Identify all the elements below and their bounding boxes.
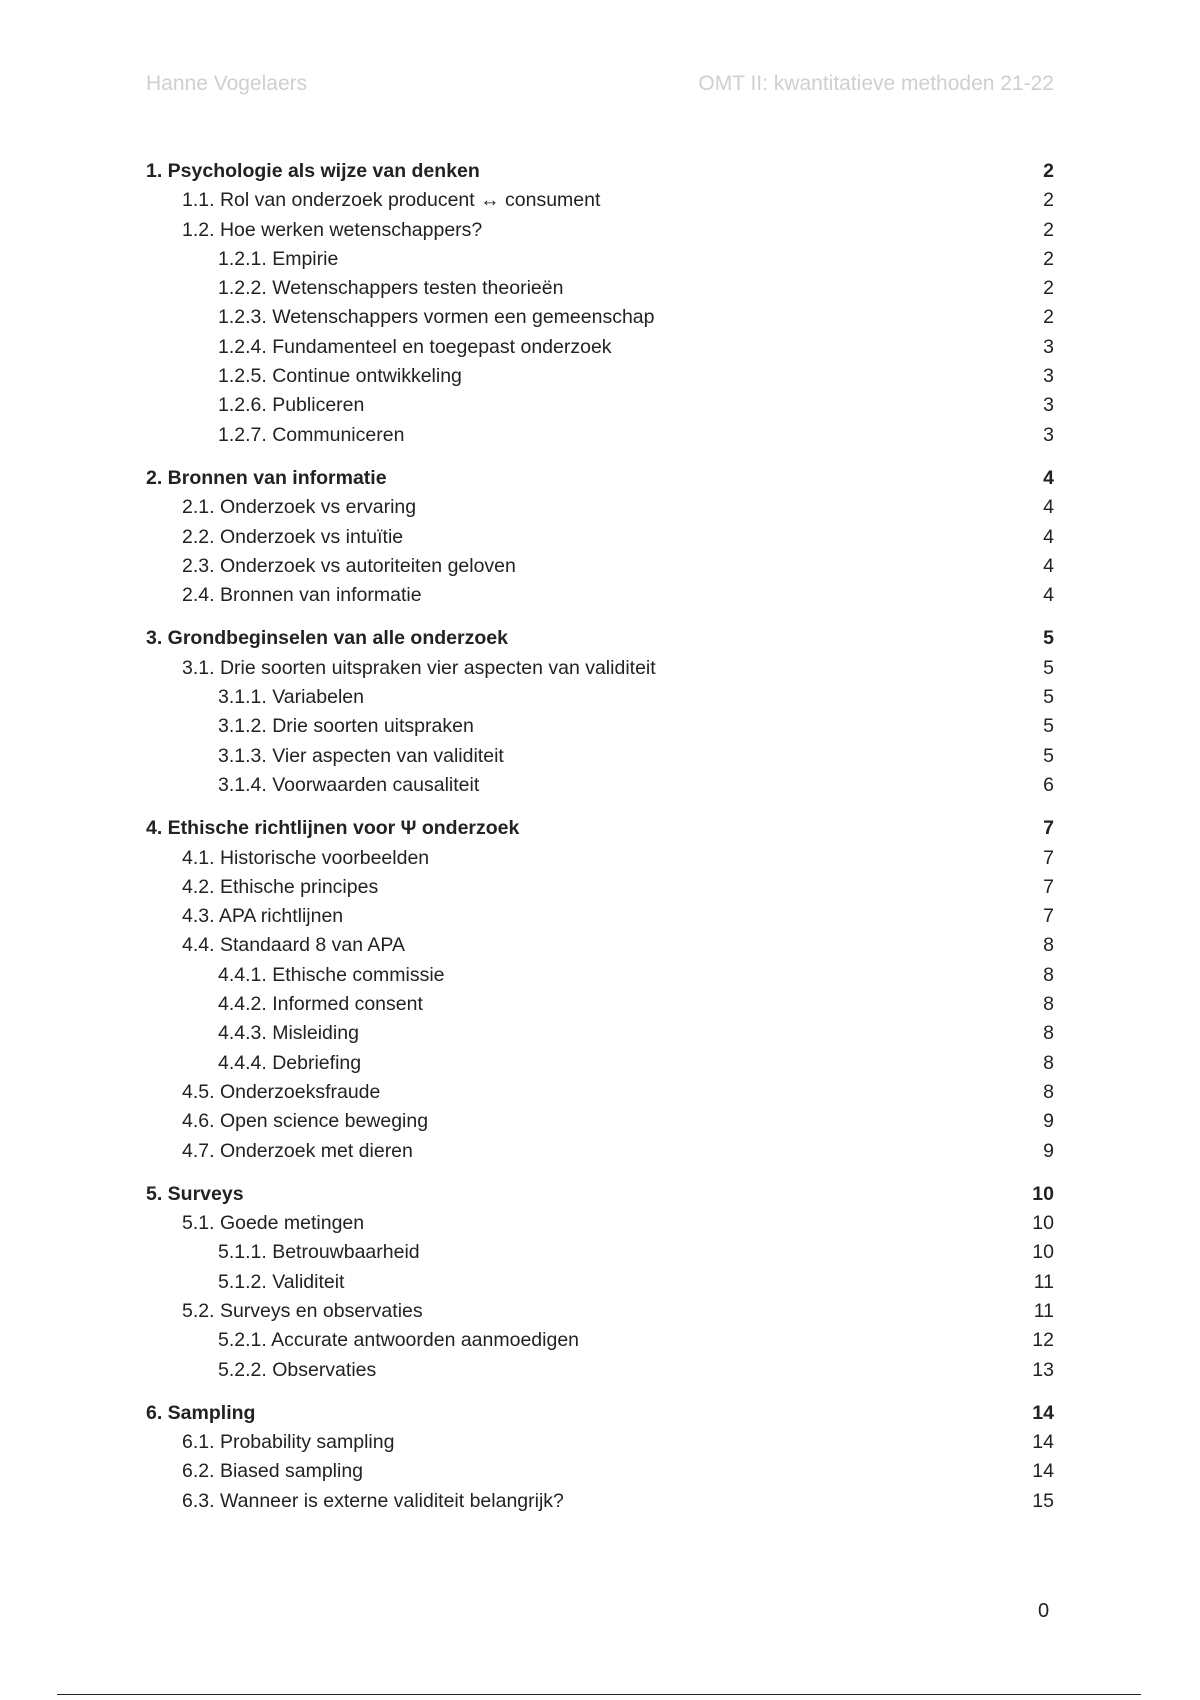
toc-entry-title: 1.1. Rol van onderzoek producent ↔ consument xyxy=(182,189,601,212)
toc-entry-page: 9 xyxy=(1043,1110,1054,1133)
toc-entry-title: 4.3. APA richtlijnen xyxy=(182,905,344,928)
toc-entry-title: 5. Surveys xyxy=(146,1182,244,1205)
toc-entry-page: 7 xyxy=(1043,875,1054,898)
toc-entry-title: 2.1. Onderzoek vs ervaring xyxy=(182,496,417,519)
toc-entry-title: 3. Grondbeginselen van alle onderzoek xyxy=(146,627,508,650)
toc-entry[interactable] xyxy=(146,1326,1054,1355)
toc-entry[interactable] xyxy=(146,1399,1054,1428)
toc-entry-page: 4 xyxy=(1043,584,1054,607)
toc-entry-title: 3.1. Drie soorten uitspraken vier aspecten van validiteit xyxy=(182,656,656,679)
toc-entry-page: 8 xyxy=(1043,934,1054,957)
toc-entry-title: 5.2.2. Observaties xyxy=(218,1358,377,1381)
toc-entry-page: 7 xyxy=(1043,817,1054,840)
toc-entry[interactable] xyxy=(146,742,1054,771)
toc-entry-page: 4 xyxy=(1043,496,1054,519)
toc-entry[interactable] xyxy=(146,333,1054,362)
toc-entry-page: 14 xyxy=(1032,1431,1054,1454)
toc-entry[interactable] xyxy=(146,931,1054,960)
toc-entry[interactable] xyxy=(146,1049,1054,1078)
toc-entry-page: 3 xyxy=(1043,423,1054,446)
toc-entry-page: 9 xyxy=(1043,1139,1054,1162)
toc-entry[interactable] xyxy=(146,1356,1054,1385)
toc-entry[interactable] xyxy=(146,362,1054,391)
toc-entry-title: 5.2. Surveys en observaties xyxy=(182,1299,423,1322)
toc-entry[interactable] xyxy=(146,245,1054,274)
toc-entry-page: 11 xyxy=(1033,1299,1054,1322)
toc-entry-page: 4 xyxy=(1043,554,1054,577)
toc-entry[interactable] xyxy=(146,961,1054,990)
toc-entry-title: 5.1.1. Betrouwbaarheid xyxy=(218,1241,420,1264)
toc-entry-title: 4.7. Onderzoek met dieren xyxy=(182,1139,413,1162)
toc-entry-title: 2.4. Bronnen van informatie xyxy=(182,584,422,607)
toc-entry-title: 2. Bronnen van informatie xyxy=(146,466,387,489)
toc-entry-title: 4.5. Onderzoeksfraude xyxy=(182,1080,381,1103)
toc-entry-page: 5 xyxy=(1043,627,1054,650)
toc-entry-title: 4. Ethische richtlijnen voor Ψ onderzoek xyxy=(146,817,520,840)
toc-entry-page: 10 xyxy=(1032,1241,1054,1264)
toc-entry[interactable] xyxy=(146,1457,1054,1486)
toc-entry-title: 5.2.1. Accurate antwoorden aanmoedigen xyxy=(218,1329,580,1352)
toc-section xyxy=(146,1180,1054,1385)
toc-entry[interactable] xyxy=(146,990,1054,1019)
toc-entry-title: 4.6. Open science beweging xyxy=(182,1110,429,1133)
toc-entry-title: 1.2. Hoe werken wetenschappers? xyxy=(182,218,483,241)
toc-entry[interactable] xyxy=(146,814,1054,843)
toc-entry-title: 5.1.2. Validiteit xyxy=(218,1270,345,1293)
toc-entry-title: 1.2.4. Fundamenteel en toegepast onderzoek xyxy=(218,335,612,358)
toc-entry[interactable] xyxy=(146,391,1054,420)
toc-entry-page: 2 xyxy=(1043,218,1054,241)
toc-entry-title: 3.1.4. Voorwaarden causaliteit xyxy=(218,773,480,796)
toc-entry-page: 2 xyxy=(1043,247,1054,270)
header-course: OMT II: kwantitatieve methoden 21-22 xyxy=(698,72,1054,95)
toc-section xyxy=(146,464,1054,610)
toc-entry-title: 6.2. Biased sampling xyxy=(182,1460,364,1483)
toc-entry[interactable] xyxy=(146,654,1054,683)
toc-entry-title: 2.2. Onderzoek vs intuïtie xyxy=(182,525,404,548)
toc-entry-title: 3.1.3. Vier aspecten van validiteit xyxy=(218,744,504,767)
toc-entry-title: 1.2.1. Empirie xyxy=(218,247,339,270)
toc-entry-page: 10 xyxy=(1032,1182,1054,1205)
toc-section xyxy=(146,624,1054,800)
toc-entry-page: 11 xyxy=(1033,1270,1054,1293)
toc-section xyxy=(146,157,1054,450)
toc-entry-page: 6 xyxy=(1043,773,1054,796)
toc-entry[interactable] xyxy=(146,552,1054,581)
toc-entry-page: 7 xyxy=(1043,846,1054,869)
toc-entry-page: 5 xyxy=(1043,656,1054,679)
toc-entry-title: 6.1. Probability sampling xyxy=(182,1431,395,1454)
toc-entry[interactable] xyxy=(146,1019,1054,1048)
toc-entry-title: 4.4.2. Informed consent xyxy=(218,993,423,1016)
toc-entry-page: 8 xyxy=(1043,993,1054,1016)
toc-entry-title: 4.4.4. Debriefing xyxy=(218,1051,362,1074)
toc-entry-page: 2 xyxy=(1043,160,1054,182)
toc-entry[interactable] xyxy=(146,1238,1054,1267)
toc-entry-page: 12 xyxy=(1032,1329,1054,1352)
toc-entry[interactable] xyxy=(146,712,1054,741)
toc-entry[interactable] xyxy=(146,303,1054,332)
toc-entry-page: 5 xyxy=(1043,715,1054,738)
toc-entry-title: 5.1. Goede metingen xyxy=(182,1212,365,1235)
toc-entry-title: 4.4.3. Misleiding xyxy=(218,1022,359,1045)
toc-entry[interactable] xyxy=(146,274,1054,303)
toc-entry[interactable] xyxy=(146,1209,1054,1238)
toc-entry[interactable] xyxy=(146,873,1054,902)
toc-entry-page: 2 xyxy=(1043,189,1054,212)
toc-entry-page: 8 xyxy=(1043,1022,1054,1045)
toc-entry[interactable] xyxy=(146,464,1054,493)
toc-entry-page: 7 xyxy=(1043,905,1054,928)
toc-entry[interactable] xyxy=(146,1180,1054,1209)
toc-section xyxy=(146,1399,1054,1516)
toc-entry[interactable] xyxy=(146,1428,1054,1457)
toc-entry-page: 8 xyxy=(1043,1051,1054,1074)
toc-section xyxy=(146,814,1054,1166)
toc-entry-page: 5 xyxy=(1043,744,1054,767)
toc-entry-page: 15 xyxy=(1032,1489,1054,1512)
toc-entry-page: 2 xyxy=(1043,277,1054,300)
toc-entry-page: 8 xyxy=(1043,1080,1054,1103)
toc-entry-page: 3 xyxy=(1043,365,1054,388)
toc-entry-page: 14 xyxy=(1032,1401,1054,1424)
page-number: 0 xyxy=(1038,1600,1050,1622)
toc-entry-title: 1.2.6. Publiceren xyxy=(218,394,365,417)
toc-entry[interactable] xyxy=(146,683,1054,712)
toc-entry-title: 1.2.3. Wetenschappers vormen een gemeenschap xyxy=(218,306,655,329)
toc-entry-title: 6. Sampling xyxy=(146,1401,256,1424)
toc-entry[interactable] xyxy=(146,1268,1054,1297)
toc-entry[interactable] xyxy=(146,157,1054,186)
toc-entry-title: 1.2.7. Communiceren xyxy=(218,423,405,446)
toc-entry-page: 2 xyxy=(1043,306,1054,329)
toc-entry-title: 4.4.1. Ethische commissie xyxy=(218,963,445,986)
header-author: Hanne Vogelaers xyxy=(146,72,308,95)
toc-entry-page: 13 xyxy=(1032,1358,1054,1381)
page-divider xyxy=(57,1694,1141,1695)
toc-entry[interactable] xyxy=(146,1297,1054,1326)
toc-entry[interactable] xyxy=(146,1137,1054,1166)
toc-entry-title: 1.2.2. Wetenschappers testen theorieën xyxy=(218,277,564,300)
toc-entry-page: 3 xyxy=(1043,335,1054,358)
toc-entry-page: 5 xyxy=(1043,686,1054,709)
toc-entry-page: 8 xyxy=(1043,963,1054,986)
toc-entry-title: 2.3. Onderzoek vs autoriteiten geloven xyxy=(182,554,516,577)
toc-entry[interactable] xyxy=(146,1078,1054,1107)
toc-entry-title: 4.1. Historische voorbeelden xyxy=(182,846,430,869)
toc-entry-page: 4 xyxy=(1043,466,1054,489)
toc-entry-title: 3.1.2. Drie soorten uitspraken xyxy=(218,715,474,738)
toc-entry[interactable] xyxy=(146,493,1054,522)
toc-entry-title: 1. Psychologie als wijze van denken xyxy=(146,160,480,182)
toc-entry-title: 4.4. Standaard 8 van APA xyxy=(182,934,405,957)
table-of-contents xyxy=(146,157,1054,1530)
toc-entry[interactable] xyxy=(146,421,1054,450)
toc-entry[interactable] xyxy=(146,1487,1054,1516)
toc-entry-title: 6.3. Wanneer is externe validiteit belangrijk? xyxy=(182,1489,564,1512)
toc-entry[interactable] xyxy=(146,624,1054,653)
toc-entry-page: 3 xyxy=(1043,394,1054,417)
toc-entry[interactable] xyxy=(146,523,1054,552)
page-header xyxy=(146,72,1054,102)
toc-entry[interactable] xyxy=(146,216,1054,245)
toc-entry[interactable] xyxy=(146,186,1054,215)
toc-entry-title: 3.1.1. Variabelen xyxy=(218,686,364,709)
toc-entry[interactable] xyxy=(146,902,1054,931)
toc-entry-page: 10 xyxy=(1032,1212,1054,1235)
toc-entry-title: 4.2. Ethische principes xyxy=(182,875,379,898)
toc-entry-page: 4 xyxy=(1043,525,1054,548)
toc-entry-page: 14 xyxy=(1032,1460,1054,1483)
toc-entry[interactable] xyxy=(146,844,1054,873)
toc-entry[interactable] xyxy=(146,771,1054,800)
toc-entry[interactable] xyxy=(146,1107,1054,1136)
toc-entry[interactable] xyxy=(146,581,1054,610)
toc-entry-title: 1.2.5. Continue ontwikkeling xyxy=(218,365,462,388)
